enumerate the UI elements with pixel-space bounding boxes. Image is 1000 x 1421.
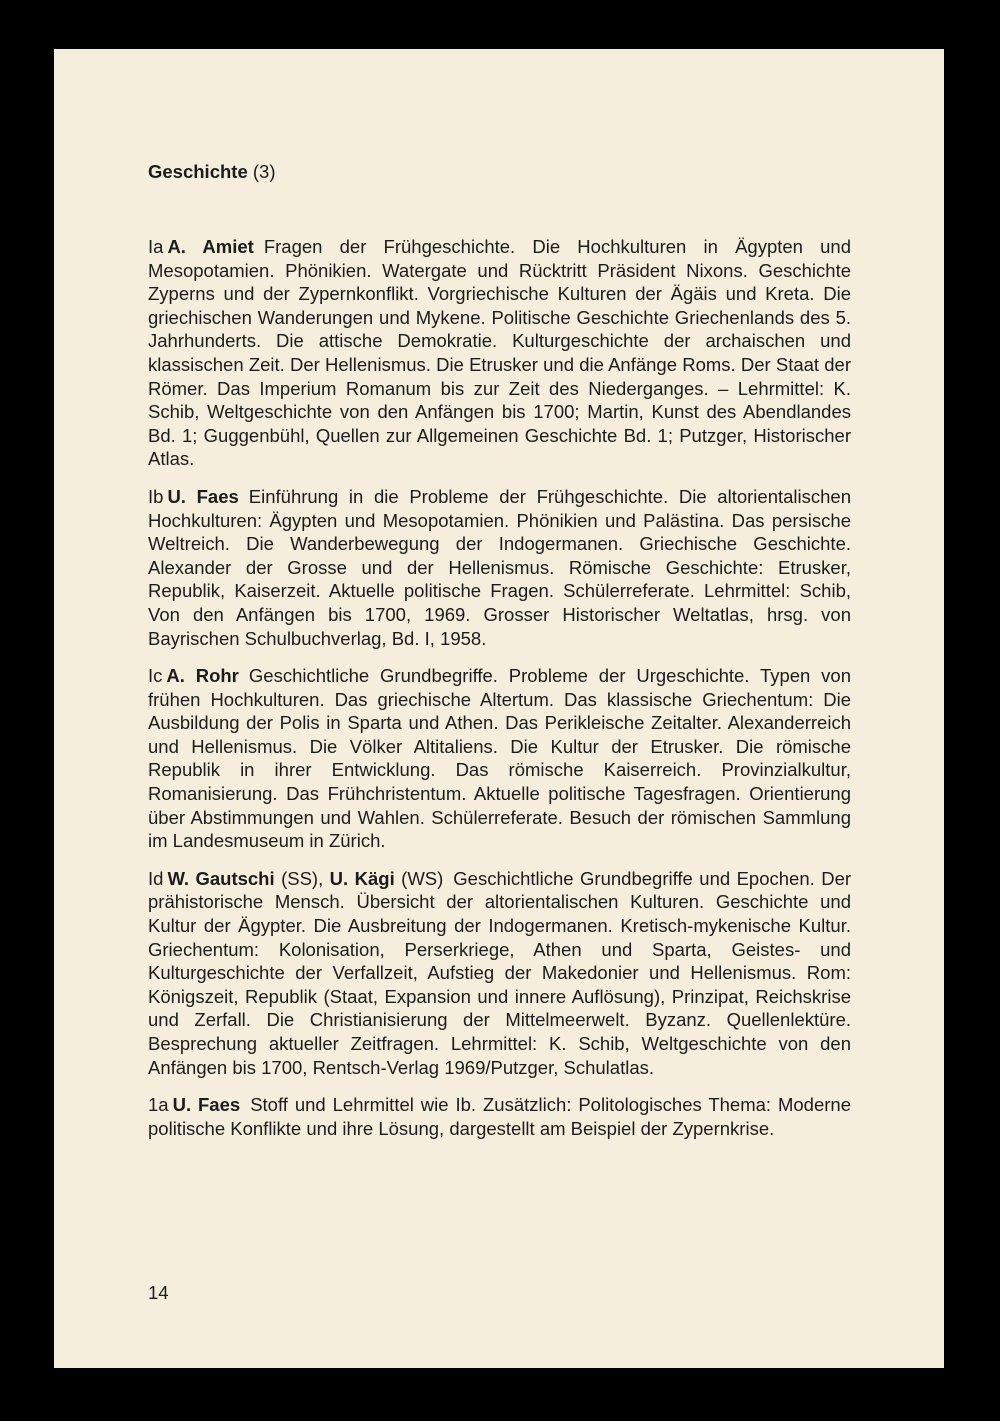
- teacher-name-second: U. Kägi: [329, 867, 395, 889]
- course-description: Geschichtliche Grundbegriffe. Probleme der Urgeschichte. Typen von frühen Hochkulturen. Das griechische Altertum. Das klassische Griechentum: Die Ausbildung der Polis in Sparta und Athen. Das Perikleische Zeitalter. Alexanderreich und Hellenismus. Die Völker Altitaliens. Die Kultur der Etrusker. Die römische Republik in ihrer Entwicklung. Das römische Kaiserreich. Provinzialkultur, Romanisierung. Das Frühchristentum. Aktuelle politische Tagesfragen. Orientierung über Abstimmungen und Wahlen. Schülerreferate. Besuch der römischen Sammlung im Landesmuseum in Zürich.: [148, 665, 851, 852]
- teacher-name: A. Rohr: [166, 665, 239, 687]
- teacher-name: A. Amiet: [167, 236, 254, 257]
- course-description: Fragen der Frühgeschichte. Die Hochkulturen in Ägypten und Mesopotamien. Phönikien. Watergate und Rücktritt Präsident Nixons. Geschichte Zyperns und der Zypernkonflikt. Vorgriechische Kulturen der Ägäis und Kreta. Die griechischen Wanderungen und Mykene. Politische Geschichte Griechenlands des 5. Jahrhunderts. Die attische Demokratie. Kulturgeschichte der archaischen und klassischen Zeit. Der Hellenismus. Die Etrusker und die Anfänge Roms. Der Staat der Römer. Das Imperium Romanum bis zur Zeit des Niederganges. – Lehrmittel: K. Schib, Weltgeschichte von den Anfängen bis 1700; Martin, Kunst des Abendlandes Bd. 1; Guggenbühl, Quellen zur Allgemeinen Geschichte Bd. 1; Putzger, Historischer Atlas.: [148, 236, 852, 470]
- course-description: Geschichtliche Grundbegriffe und Epochen. Der prähistorische Mensch. Übersicht der altorientalischen Kulturen. Geschichte und Kultur der Ägypter. Die Ausbreitung der Indogermanen. Kretisch-mykenische Kultur. Griechentum: Kolonisation, Perserkriege, Athen und Sparta, Geistes- und Kulturgeschichte der Verfallzeit, Aufstieg der Makedonier und Hellenismus. Rom: Königszeit, Republik (Staat, Expansion und innere Auflösung), Prinzipat, Reichskrise und Zerfall. Die Christianisierung der Mittelmeerwelt. Byzanz. Quellenlektüre. Besprechung aktueller Zeitfragen. Lehrmittel: K. Schib, Weltgeschichte von den Anfängen bis 1700, Rentsch-Verlag 1969/Putzger, Schulatlas.: [148, 867, 852, 1078]
- course-entry-ib: [148, 485, 851, 650]
- teacher-name: U. Faes: [167, 485, 239, 507]
- teacher-name: W. Gautschi: [167, 867, 275, 889]
- page-number: 14: [148, 1282, 169, 1303]
- teacher-name: U. Faes: [172, 1094, 241, 1116]
- course-entry-ia: [148, 235, 851, 471]
- course-entry-ic: [148, 664, 851, 853]
- heading-title: Geschichte: [148, 161, 248, 182]
- teacher-semester-note: (SS),: [281, 867, 324, 889]
- teacher-semester-note-second: (WS): [401, 867, 444, 889]
- course-code: Ic: [148, 665, 163, 687]
- course-description: Stoff und Lehrmittel wie Ib. Zusätzlich: Politologisches Thema: Moderne politische Konflikte und ihre Lösung, dargestellt am Beispiel der Zypernkrise.: [148, 1094, 851, 1139]
- course-entry-id: [148, 867, 851, 1079]
- course-code: Ia: [148, 236, 164, 257]
- heading-suffix: (3): [252, 161, 276, 182]
- section-heading: [148, 161, 276, 183]
- course-list: [148, 235, 851, 1154]
- course-code: 1a: [148, 1094, 169, 1116]
- course-description: Einführung in die Probleme der Frühgeschichte. Die altorientalischen Hochkulturen: Ägypten und Mesopotamien. Phönikien und Palästina. Das persische Weltreich. Die Wanderbewegung der Indogermanen. Griechische Geschichte. Alexander der Grosse und der Hellenismus. Römische Geschichte: Etrusker, Republik, Kaiserzeit. Aktuelle politische Fragen. Schülerreferate. Lehrmittel: Schib, Von den Anfängen bis 1700, 1969. Grosser Historischer Weltatlas, hrsg. von Bayrischen Schulbuchverlag, Bd. I, 1958.: [148, 485, 851, 649]
- course-code: Ib: [148, 485, 164, 507]
- document-page: [54, 49, 944, 1368]
- course-entry-1a: [148, 1093, 851, 1140]
- course-code: Id: [148, 867, 164, 889]
